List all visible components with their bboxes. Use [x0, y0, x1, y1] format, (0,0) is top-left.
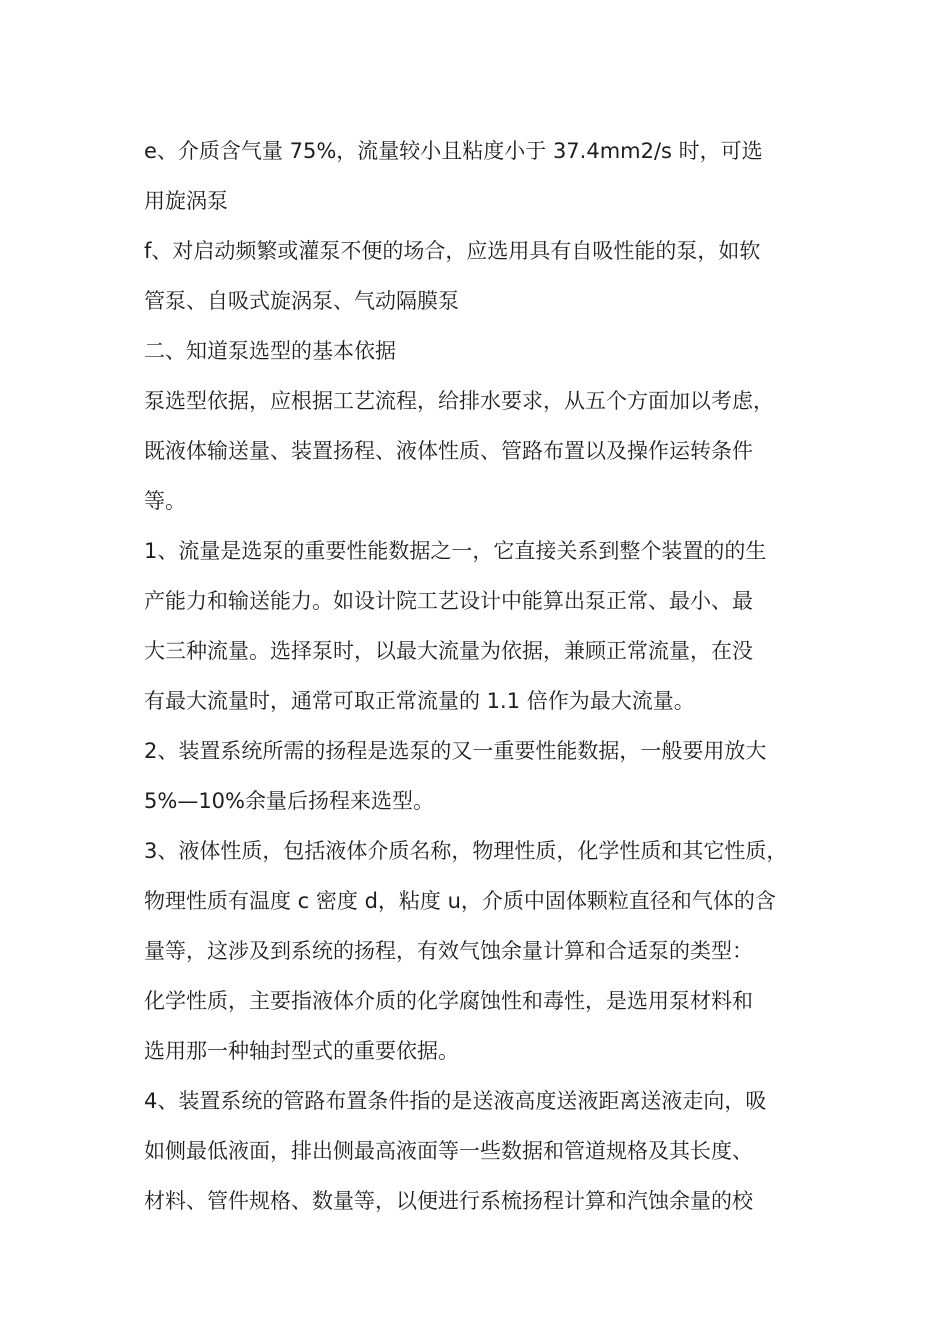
text-line-point-3-cont: 量等，这涉及到系统的扬程，有效气蚀余量计算和合适泵的类型： — [144, 939, 753, 963]
text-line-point-1-end: 有最大流量时，通常可取正常流量的 1.1 倍作为最大流量。 — [144, 689, 695, 713]
text-line-item-e-cont: 用旋涡泵 — [144, 189, 228, 213]
text-line-point-3-cont: 化学性质，主要指液体介质的化学腐蚀性和毒性，是选用泵材料和 — [144, 989, 753, 1013]
text-line-intro-cont: 既液体输送量、装置扬程、液体性质、管路布置以及操作运转条件 — [144, 439, 753, 463]
text-line-point-1-cont: 大三种流量。选择泵时，以最大流量为依据，兼顾正常流量，在没 — [144, 639, 753, 663]
text-line-point-3-end: 选用那一种轴封型式的重要依据。 — [144, 1039, 459, 1063]
text-line-point-4-cont: 材料、管件规格、数量等，以便进行系梳扬程计算和汽蚀余量的校 — [144, 1189, 753, 1213]
text-line-point-1: 1、流量是选泵的重要性能数据之一，它直接关系到整个装置的的生 — [144, 539, 767, 563]
text-line-point-3-cont: 物理性质有温度 c 密度 d，粘度 u，介质中固体颗粒直径和气体的含 — [144, 889, 776, 913]
text-line-item-e: e、介质含气量 75%，流量较小且粘度小于 37.4mm2/s 时，可选 — [144, 139, 763, 163]
section-heading: 二、知道泵选型的基本依据 — [144, 339, 396, 363]
text-line-point-4: 4、装置系统的管路布置条件指的是送液高度送液距离送液走向，吸 — [144, 1089, 767, 1113]
text-line-point-3: 3、液体性质，包括液体介质名称，物理性质，化学性质和其它性质， — [144, 839, 788, 863]
document-body — [144, 126, 824, 1226]
text-line-intro: 泵选型依据，应根据工艺流程，给排水要求，从五个方面加以考虑， — [144, 389, 774, 413]
text-line-item-f: f、对启动频繁或灌泵不便的场合，应选用具有自吸性能的泵，如软 — [144, 239, 761, 263]
text-line-point-4-cont: 如侧最低液面，排出侧最高液面等一些数据和管道规格及其长度、 — [144, 1139, 753, 1163]
text-line-point-2-end: 5%—10%余量后扬程来选型。 — [144, 789, 434, 813]
text-line-item-f-cont: 管泵、自吸式旋涡泵、气动隔膜泵 — [144, 289, 459, 313]
text-line-intro-end: 等。 — [144, 489, 186, 513]
text-line-point-2: 2、装置系统所需的扬程是选泵的又一重要性能数据，一般要用放大 — [144, 739, 767, 763]
text-line-point-1-cont: 产能力和输送能力。如设计院工艺设计中能算出泵正常、最小、最 — [144, 589, 753, 613]
